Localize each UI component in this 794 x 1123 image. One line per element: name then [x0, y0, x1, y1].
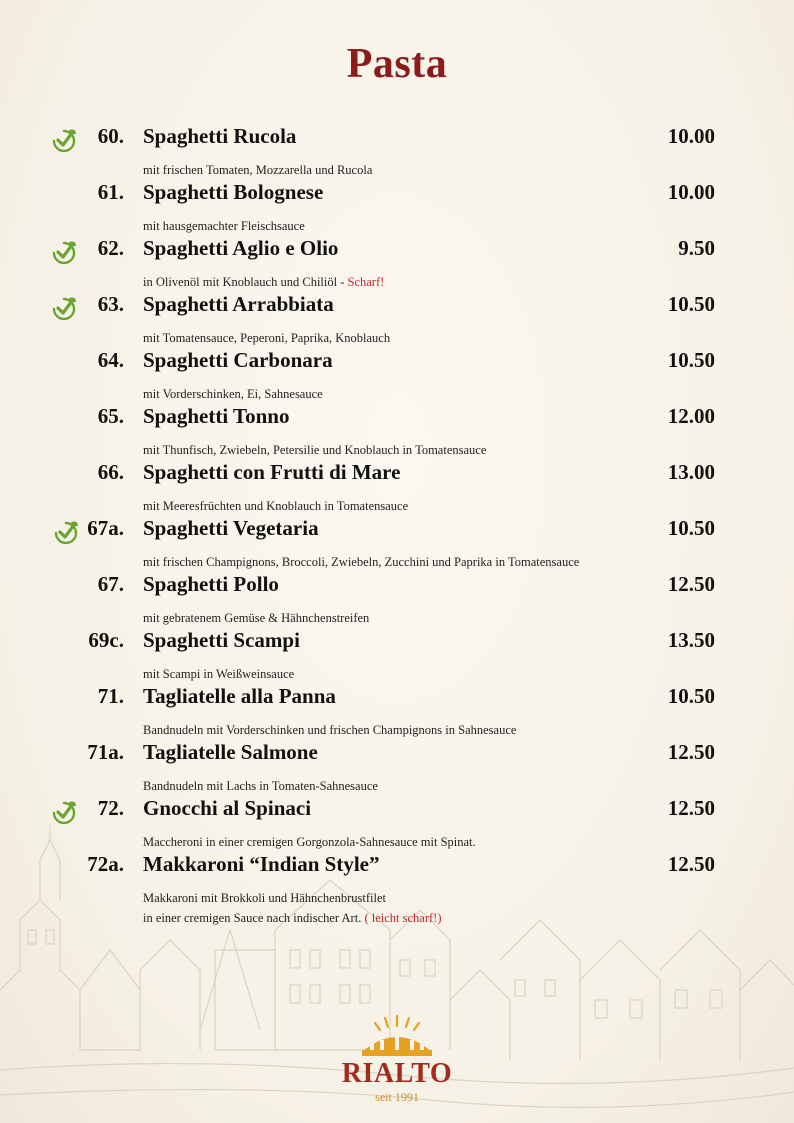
item-description-text: Maccheroni in einer cremigen Gorgonzola-Sahnesauce mit Spinat.	[143, 835, 476, 849]
item-description-text: in Olivenöl mit Knoblauch und Chiliöl -	[143, 275, 348, 289]
item-description-text: Bandnudeln mit Vorderschinken und frischen Champignons in Sahnesauce	[143, 723, 517, 737]
item-number: 63.	[97, 292, 124, 316]
item-description-text: Bandnudeln mit Lachs in Tomaten-Sahnesauce	[143, 779, 378, 793]
item-price: 13.00	[667, 460, 715, 484]
spicy-note: Scharf!	[347, 275, 385, 289]
item-price: 9.50	[678, 236, 715, 260]
logo-wordmark: RIALTO	[341, 1058, 453, 1089]
item-name: Spaghetti Aglio e Olio	[143, 236, 339, 260]
item-description	[143, 384, 323, 404]
item-description-text: mit Tomatensauce, Peperoni, Paprika, Knoblauch	[143, 331, 391, 345]
vegetarian-check-icon	[50, 296, 78, 320]
item-number: 60.	[97, 124, 124, 148]
item-description-text: Makkaroni mit Brokkoli und Hähnchenbrustfilet	[143, 891, 387, 905]
item-price: 10.00	[667, 124, 715, 148]
item-name: Spaghetti Vegetaria	[143, 516, 319, 540]
item-name: Tagliatelle alla Panna	[143, 684, 336, 708]
item-number: 66.	[97, 460, 124, 484]
item-name: Spaghetti Pollo	[143, 572, 279, 596]
item-price: 10.50	[667, 348, 715, 372]
menu-item	[0, 684, 794, 740]
item-description-text: mit Vorderschinken, Ei, Sahnesauce	[143, 387, 323, 401]
item-number: 65.	[97, 404, 124, 428]
item-description-text: mit Thunfisch, Zwiebeln, Petersilie und Knoblauch in Tomatensauce	[143, 443, 487, 457]
item-description-text: mit gebratenem Gemüse & Hähnchenstreifen	[143, 611, 370, 625]
page-title: Pasta	[346, 41, 448, 87]
vegetarian-check-icon	[52, 520, 80, 544]
menu-item	[0, 572, 794, 628]
item-name: Spaghetti Rucola	[143, 124, 297, 148]
vegetarian-check-icon	[50, 800, 78, 824]
item-price: 10.00	[667, 180, 715, 204]
menu-item	[0, 852, 794, 932]
item-price: 10.50	[667, 516, 715, 540]
item-description	[143, 608, 369, 628]
item-name: Spaghetti Arrabbiata	[143, 292, 334, 316]
item-description	[143, 496, 408, 516]
item-number: 72.	[97, 796, 124, 820]
spicy-note: ( leicht scharf!)	[364, 911, 442, 925]
item-description	[143, 888, 442, 928]
item-description-text: mit frischen Champignons, Broccoli, Zwiebeln, Zucchini und Paprika in Tomatensauce	[143, 555, 580, 569]
item-description	[143, 440, 486, 460]
item-description	[143, 216, 305, 236]
item-description-text: mit frischen Tomaten, Mozzarella und Rucola	[143, 163, 373, 177]
item-description-text: mit Scampi in Weißweinsauce	[143, 667, 295, 681]
item-price: 12.50	[667, 852, 715, 876]
item-name: Spaghetti Tonno	[143, 404, 290, 428]
menu-item	[0, 404, 794, 460]
item-price: 12.50	[667, 740, 715, 764]
item-name: Spaghetti Scampi	[143, 628, 300, 652]
item-description-text: mit Meeresfrüchten und Knoblauch in Tomatensauce	[143, 499, 409, 513]
item-name: Tagliatelle Salmone	[143, 740, 318, 764]
menu-list	[0, 124, 794, 932]
vegetarian-check-icon	[50, 128, 78, 152]
item-description	[143, 664, 294, 684]
item-name: Spaghetti Bolognese	[143, 180, 324, 204]
menu-item	[0, 180, 794, 236]
item-description-text-line2: in einer cremigen Sauce nach indischer Art.	[143, 911, 365, 925]
item-price: 12.50	[667, 796, 715, 820]
item-name: Makkaroni “Indian Style”	[143, 852, 380, 876]
item-description-text: mit hausgemachter Fleischsauce	[143, 219, 305, 233]
item-price: 10.50	[667, 684, 715, 708]
menu-item	[0, 796, 794, 852]
menu-item	[0, 236, 794, 292]
item-number: 71a.	[87, 740, 124, 764]
item-number: 72a.	[87, 852, 124, 876]
item-price: 12.50	[667, 572, 715, 596]
menu-item	[0, 516, 794, 572]
item-price: 12.00	[667, 404, 715, 428]
item-number: 61.	[97, 180, 124, 204]
menu-item	[0, 348, 794, 404]
item-number: 71.	[97, 684, 124, 708]
item-name: Spaghetti Carbonara	[143, 348, 333, 372]
item-description	[143, 160, 372, 180]
menu-item	[0, 292, 794, 348]
menu-item	[0, 628, 794, 684]
item-name: Gnocchi al Spinaci	[143, 796, 312, 820]
menu-item	[0, 460, 794, 516]
item-description	[143, 832, 476, 852]
menu-item	[0, 124, 794, 180]
vegetarian-check-icon	[50, 240, 78, 264]
item-description	[143, 552, 579, 572]
item-number: 67.	[97, 572, 124, 596]
item-number: 64.	[97, 348, 124, 372]
item-price: 10.50	[667, 292, 715, 316]
logo-since-label: seit 1991	[375, 1090, 419, 1104]
item-price: 13.50	[667, 628, 715, 652]
item-number: 62.	[97, 236, 124, 260]
item-number: 67a.	[87, 516, 124, 540]
item-description	[143, 328, 390, 348]
menu-item	[0, 740, 794, 796]
item-description	[143, 776, 378, 796]
item-number: 69c.	[88, 628, 124, 652]
item-description	[143, 720, 516, 740]
item-description	[143, 272, 384, 292]
item-name: Spaghetti con Frutti di Mare	[143, 460, 401, 484]
